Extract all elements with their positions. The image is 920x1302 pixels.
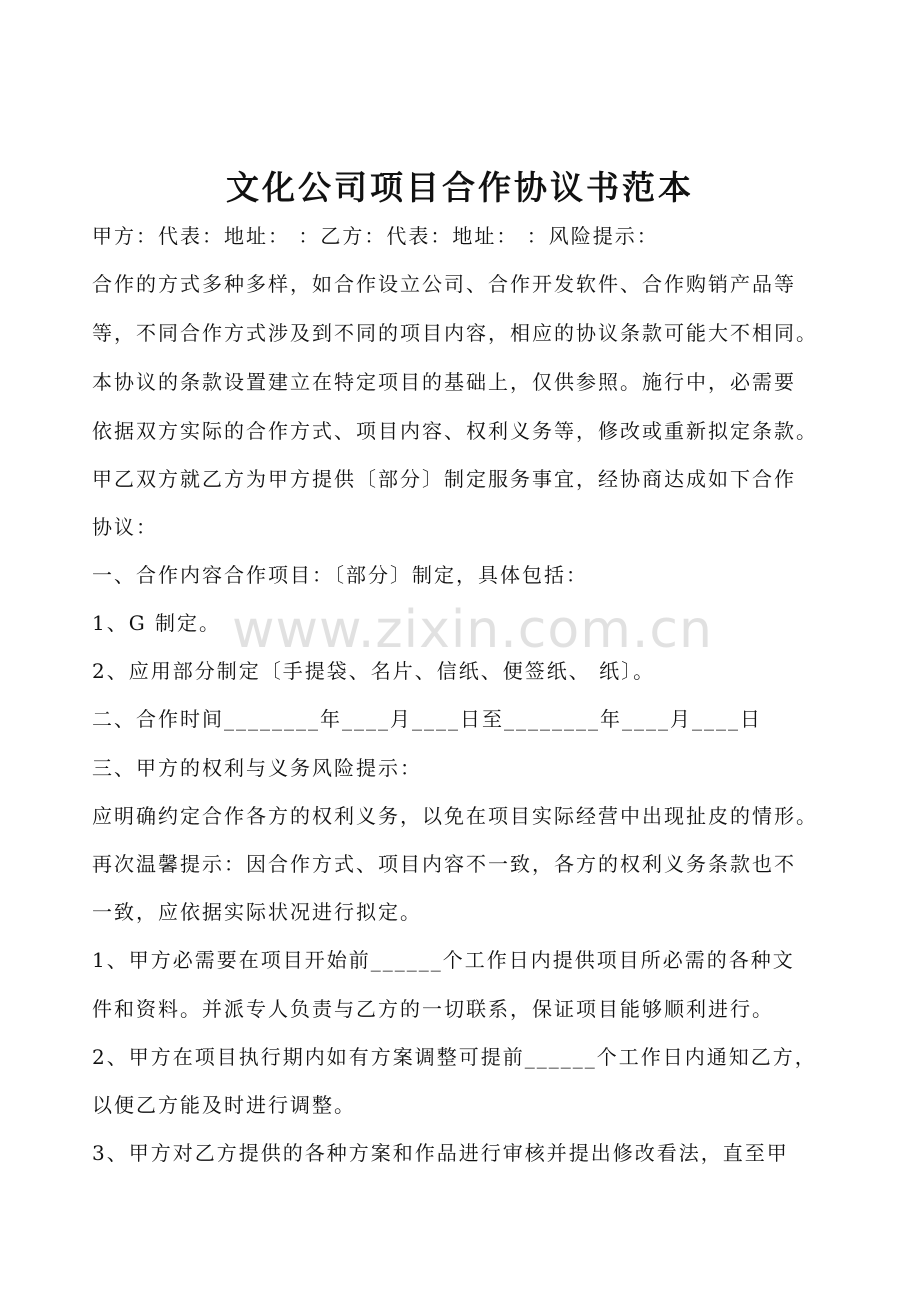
- text-line: 再次温馨提示：因合作方式、项目内容不一致，各方的权利义务条款也不: [92, 852, 796, 876]
- list-item: 2、甲方在项目执行期内如有方案调整可提前______个工作日内通知乙方，: [92, 1045, 817, 1069]
- text-line: 合作的方式多种多样，如合作设立公司、合作开发软件、合作购销产品等: [92, 272, 796, 296]
- text-line: 等，不同合作方式涉及到不同的项目内容，相应的协议条款可能大不相同。: [92, 321, 818, 345]
- text-line: 一致，应依据实际状况进行拟定。: [92, 900, 422, 924]
- section-heading: 三、甲方的权利与义务风险提示：: [92, 756, 422, 780]
- text-line: 甲乙双方就乙方为甲方提供〔部分〕制定服务事宜，经协商达成如下合作: [92, 467, 796, 491]
- watermark: www.zixin.com.cn: [232, 600, 713, 660]
- text-line: 件和资料。并派专人负责与乙方的一切联系，保证项目能够顺利进行。: [92, 997, 774, 1021]
- list-item: 1、G 制定。: [92, 611, 222, 635]
- text-line: 以便乙方能及时进行调整。: [92, 1093, 356, 1117]
- text-line: 依据双方实际的合作方式、项目内容、权利义务等，修改或重新拟定条款。: [92, 419, 818, 443]
- document-title: 文化公司项目合作协议书范本: [226, 168, 694, 207]
- list-item: 2、应用部分制定〔手提袋、名片、信纸、便签纸、 纸〕。: [92, 659, 656, 683]
- section-heading: 二、合作时间________年____月____日至________年____月____日: [92, 707, 762, 731]
- list-item: 1、甲方必需要在项目开始前______个工作日内提供项目所必需的各种文: [92, 948, 795, 972]
- text-line: 本协议的条款设置建立在特定项目的基础上，仅供参照。施行中，必需要: [92, 370, 796, 394]
- text-line: 应明确约定合作各方的权利义务，以免在项目实际经营中出现扯皮的情形。: [92, 804, 818, 828]
- text-line: 协议：: [92, 515, 158, 539]
- section-heading: 一、合作内容合作项目：〔部分〕制定，具体包括：: [92, 563, 588, 587]
- text-line: 甲方：代表：地址： ：乙方：代表：地址： ：风险提示：: [92, 224, 659, 248]
- list-item: 3、甲方对乙方提供的各种方案和作品进行审核并提出修改看法，直至甲: [92, 1141, 789, 1165]
